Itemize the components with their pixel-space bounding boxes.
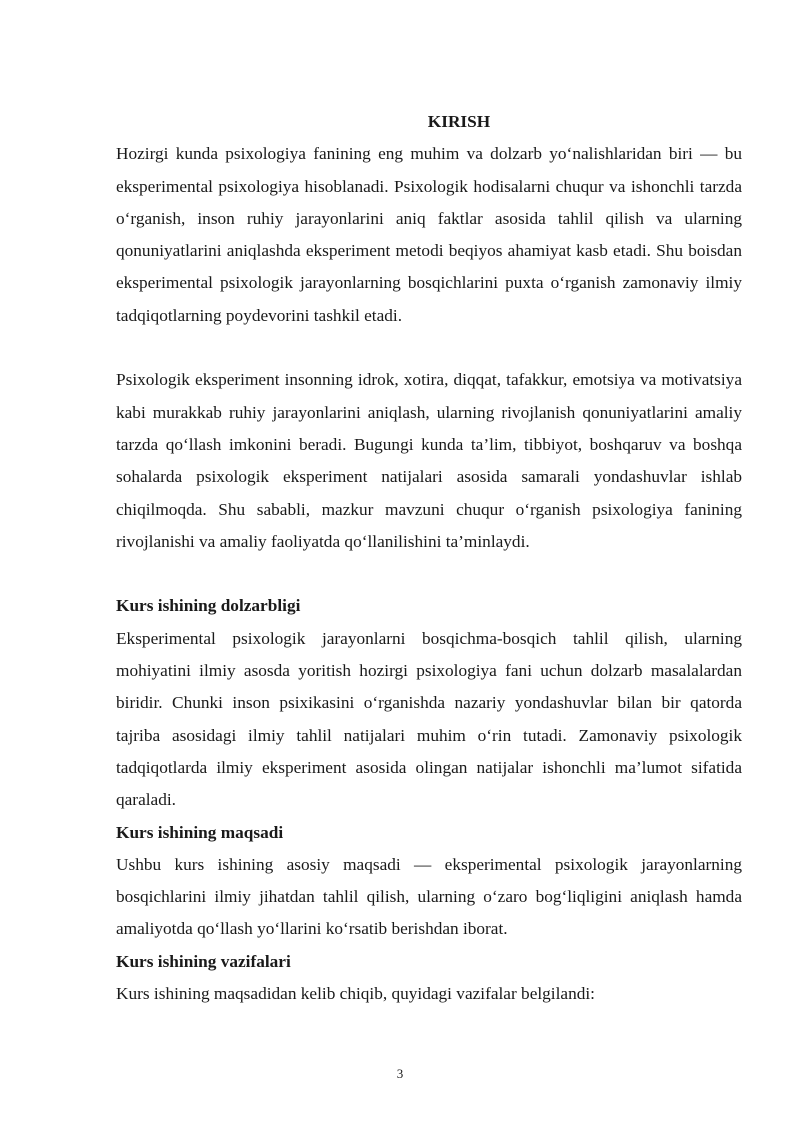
intro-paragraph-2: Psixologik eksperiment insonning idrok, xotira, diqqat, tafakkur, emotsiya va motivatsiya kabi murakkab ruhiy jarayonlarini aniqlash, ularning rivojlanish qonuniyatlarini amaliy tarzda qo‘llash imkonini beradi. Bugungi kunda ta’lim, tibbiyot, boshqaruv va boshqa sohalarda psixologik eksperiment natijalari asosida samarali yondashuvlar ishlab chiqilmoqda. Shu sababli, mazkur mavzuni chuqur o‘rganish psixologiya fanining rivojlanishi va amaliy faoliyatda qo‘llanilishini ta’minlaydi. <box>116 370 742 551</box>
relevance-paragraph: Eksperimental psixologik jarayonlarni bosqichma-bosqich tahlil qilish, ularning mohiyatini ilmiy asosda yoritish hozirgi psixologiya fani uchun dolzarb masalalardan biridir. Chunki inson psixikasini o‘rganishda nazariy yondashuvlar bilan bir qatorda tajriba asosidagi ilmiy tahlil natijalari muhim o‘rin tutadi. Zamonaviy psixologik tadqiqotlarda ilmiy eksperiment asosida olingan natijalar ishonchli ma’lumot sifatida qaraladi. <box>116 628 742 810</box>
goal-paragraph: Ushbu kurs ishining asosiy maqsadi — eksperimental psixologik jarayonlarning bosqichlarini ilmiy jihatdan tahlil qilish, ularning o‘zaro bog‘liqligini aniqlash hamda amaliyotda qo‘llash yo‘llarini ko‘rsatib berishdan iborat. <box>116 854 742 939</box>
paragraph-gap <box>116 558 742 590</box>
page-number: 3 <box>396 1066 404 1081</box>
heading-goal: Kurs ishining maqsadi <box>116 822 284 842</box>
section-title: KIRISH <box>427 112 491 131</box>
paragraph-gap <box>116 332 742 364</box>
heading-relevance: Kurs ishining dolzarbligi <box>116 596 301 616</box>
tasks-paragraph: Kurs ishining maqsadidan kelib chiqib, quyidagi vazifalar belgilandi: <box>116 984 595 1004</box>
document-page <box>116 106 742 1010</box>
heading-tasks: Kurs ishining vazifalari <box>116 951 291 971</box>
intro-paragraph-1: Hozirgi kunda psixologiya fanining eng muhim va dolzarb yo‘nalishlaridan biri — bu eksperimental psixologiya hisoblanadi. Psixologik hodisalarni chuqur va ishonchli tarzda o‘rganish, inson ruhiy jarayonlarini aniq faktlar asosida tahlil qilish va ularning qonuniyatlarini aniqlashda eksperiment metodi beqiyos ahamiyat kasb etadi. Shu boisdan eksperimental psixologik jarayonlarning bosqichlarini puxta o‘rganish zamonaviy ilmiy tadqiqotlarning poydevorini tashkil etadi. <box>116 144 742 325</box>
